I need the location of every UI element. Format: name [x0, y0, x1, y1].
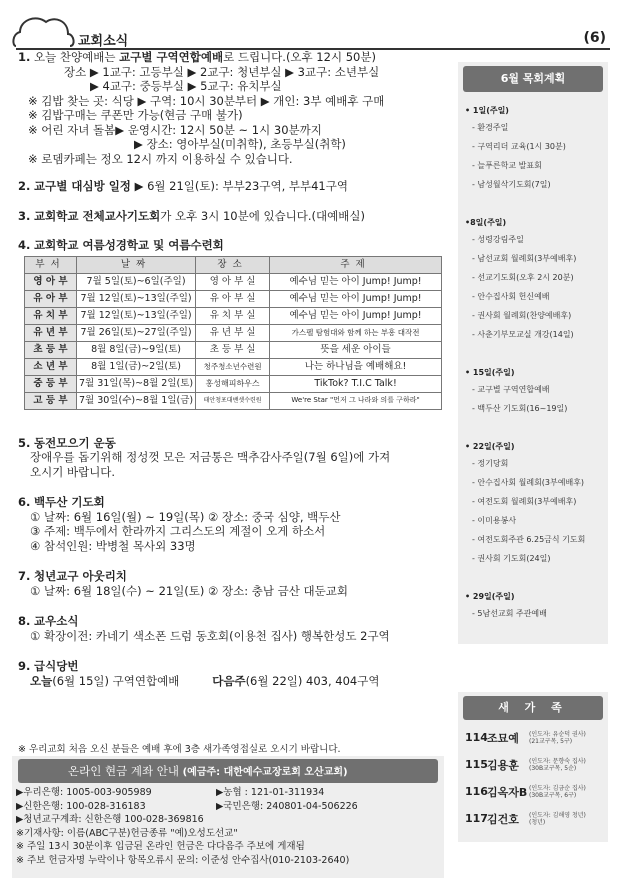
- account-woori: ▶우리은행: 1005-003-905989: [16, 787, 152, 798]
- news-5-num: 5.: [18, 435, 31, 450]
- account-nonghyup: ▶농협 : 121-01-311934: [216, 787, 325, 798]
- news-1-line3: ▶ 4교구: 중등부실 ▶ 5교구: 유치부실: [90, 79, 282, 93]
- plan-item: - 권사회 월례회(찬양예배후): [472, 311, 572, 320]
- news-3-text: 가 오후 3시 10분에 있습니다.(대예배실): [160, 208, 365, 223]
- account-youth: ▶청년교구계좌: 신한은행 100-028-369816: [16, 814, 204, 825]
- duty-next-label: 다음주: [212, 673, 246, 688]
- new-family-row: [458, 805, 608, 832]
- table-header-dept: 부서: [25, 256, 77, 273]
- plan-item: - 환경주일: [472, 123, 509, 132]
- news-1-line8: ※ 로뎀카페는 정오 12시 까지 이용하실 수 있습니다.: [28, 151, 293, 166]
- news-8-line1: ① 확장이전: 카네기 색소폰 드럼 동호회(이용천 집사) 행복한성도 2구역: [30, 628, 390, 643]
- new-family-row: [458, 751, 608, 778]
- plan-item: - 권사회 기도회(24일): [472, 554, 551, 563]
- plan-date: • 29일(주일): [465, 592, 515, 601]
- news-7-title: 청년교구 아웃리치: [34, 569, 127, 583]
- news-2-title: 교구별 대심방 일정: [34, 179, 131, 193]
- plan-item: - 여전도회 월례회(3부예배후): [472, 497, 577, 506]
- plan-date: • 1일(주일): [465, 106, 509, 115]
- new-family-guide: (인도자: 문향숙 집사) (30B교구목, 5순): [529, 757, 586, 772]
- plan-date: • 15일(주일): [465, 368, 515, 377]
- new-family-box: [458, 692, 608, 842]
- new-family-guide: (인도자: 김금순 집사) (30B교구목, 6구): [529, 784, 586, 799]
- newcomer-notice: ※ 우리교회 처음 오신 분들은 예배 후에 3층 새가족영접실로 오시기 바랍니다.: [18, 744, 341, 755]
- section-title: 교회소식: [78, 34, 129, 49]
- table-header-row: [25, 256, 442, 273]
- new-family-row: [458, 724, 608, 751]
- offering-note-2: ※ 주일 13시 30분이후 입금된 온라인 헌금은 다다음주 주보에 게재됨: [16, 841, 305, 852]
- new-family-row: [458, 778, 608, 805]
- news-1-line7: ▶ 장소: 영아부실(미취학), 초등부실(취학): [134, 137, 346, 151]
- plan-item: - 여전도회주관 6.25금식 기도회: [472, 535, 586, 544]
- plan-item: - 사춘기부모교실 개강(14일): [472, 330, 574, 339]
- news-6-line2: ③ 주제: 백두에서 한라까지 그리스도의 계절이 오게 하소서: [30, 524, 326, 538]
- news-4-title: 교회학교 여름성경학교 및 여름수련회: [34, 238, 224, 252]
- news-8-num: 8.: [18, 614, 31, 628]
- news-4: [18, 238, 448, 410]
- news-5-title: 동전모으기 운동: [34, 435, 116, 450]
- new-family-number: 117: [465, 812, 488, 825]
- main-content: [18, 50, 448, 688]
- news-6-num: 6.: [18, 495, 31, 509]
- offering-note-1: ※기재사항: 이름(ABC구분)헌금종류 "예)오성도선교": [16, 827, 238, 839]
- plan-item: - 5남선교회 주관예배: [472, 609, 547, 618]
- table-row: 고 등 부 7월 30일(수)~8월 1일(금) 태안청포대밴셋수련원 We're Star "먼저 그 나라와 의를 구하라": [25, 392, 442, 409]
- new-family-number: 116: [465, 785, 488, 798]
- news-9: [18, 659, 448, 688]
- table-row: 유 아 부 7월 12일(토)~13일(주일) 유 아 부 실 예수님 믿는 아이 Jump! Jump!: [25, 290, 442, 307]
- news-1-line1c: 로 드립니다.(오후 12시 50분): [223, 50, 376, 64]
- plan-item: - 안수집사회 월례회(3부예배후): [472, 478, 585, 487]
- plan-group: [458, 366, 608, 418]
- table-row: 소 년 부 8월 1일(금)~2일(토) 청주청소년수련원 나는 하나님을 예배해요!: [25, 358, 442, 375]
- new-family-number: 114: [465, 731, 488, 744]
- duty-next: (6월 22일) 403, 404구역: [245, 673, 380, 688]
- table-row: 영 아 부 7월 5일(토)~6일(주일) 영 아 부 실 예수님 믿는 아이 Jump! Jump!: [25, 273, 442, 290]
- ministry-plan-title: 6월 목회계획: [463, 66, 603, 92]
- plan-item: - 정기당회: [472, 459, 509, 468]
- news-2-text: ▶ 6월 21일(토): 부부23구역, 부부41구역: [130, 179, 348, 193]
- news-3-num: 3.: [18, 208, 31, 223]
- account-shinhan: ▶신한은행: 100-028-316183: [16, 800, 146, 812]
- new-family-name: 김건호: [487, 812, 519, 826]
- news-5-line2: 오시기 바랍니다.: [30, 464, 116, 479]
- table-row: 유 치 부 7월 12일(토)~13일(주일) 유 치 부 실 예수님 믿는 아이 Jump! Jump!: [25, 307, 442, 324]
- news-1-line6: ※ 어린 자녀 돌봄▶ 운영시간: 12시 50분 ~ 1시 30분까지: [28, 122, 322, 137]
- online-offering-box: [12, 756, 444, 878]
- new-family-name: 조묘예: [487, 731, 519, 745]
- news-3-title: 교회학교 전체교사기도회: [34, 208, 161, 223]
- plan-item: - 구역리더 교육(1시 30분): [472, 142, 566, 151]
- plan-item: - 백두산 기도회(16~19일): [472, 404, 568, 413]
- news-1: [18, 50, 448, 166]
- cloud-icon: [10, 8, 80, 48]
- online-offering-title: 온라인 현금 계좌 안내: [68, 764, 179, 778]
- page-number: (6): [583, 30, 606, 46]
- news-1-num: 1.: [18, 50, 31, 64]
- table-header-place: 장소: [196, 256, 270, 273]
- plan-group: [458, 216, 608, 344]
- duty-today-label: 오늘: [30, 673, 53, 688]
- news-8: [18, 614, 448, 643]
- new-family-title: 새 가 족: [463, 696, 603, 720]
- table-row: 초 등 부 8월 8일(금)~9일(토) 초 등 부 실 뜻을 세운 아이들: [25, 341, 442, 358]
- plan-item: - 선교기도회(오후 2시 20분): [472, 273, 574, 282]
- news-6-line1: ① 날짜: 6월 16일(월) ~ 19일(목) ② 장소: 중국 심양, 백두산: [30, 509, 341, 524]
- news-2: [18, 179, 448, 194]
- plan-date: •8일(주일): [465, 218, 507, 227]
- plan-date: • 22일(주일): [465, 442, 515, 451]
- plan-item: - 교구별 구역연합예배: [472, 385, 550, 394]
- offering-note-3: ※ 주보 헌금자명 누락이나 항목오류시 문의: 이준성 안수집사(010-2103-2640): [16, 854, 350, 866]
- new-family-number: 115: [465, 758, 488, 771]
- new-family-guide: (인도자: 유순덕 권사) (21교구목, 5구): [529, 730, 586, 745]
- news-6-line3: ④ 참석인원: 박병철 목사외 33명: [30, 538, 196, 553]
- plan-group: [458, 440, 608, 568]
- ministry-plan-sidebar: [458, 62, 608, 644]
- duty-today: (6월 15일) 구역연합예배: [52, 673, 180, 688]
- new-family-name: 김용훈: [487, 758, 519, 772]
- table-row: 중 등 부 7월 31일(목)~8월 2일(토) 홍성해피하우스 TikTok? T.I.C Talk!: [25, 375, 442, 392]
- news-1-line5: ※ 김밥구매는 쿠폰만 가능(현금 구매 불가): [28, 108, 243, 122]
- news-6-title: 백두산 기도회: [34, 495, 105, 509]
- news-9-num: 9.: [18, 659, 31, 673]
- new-family-name: 김옥자B: [487, 785, 528, 799]
- new-family-guide: (인도자: 김해영 청년) (청년): [529, 811, 586, 826]
- summer-camp-table: [24, 256, 442, 410]
- news-6: [18, 495, 448, 553]
- news-9-title: 급식당번: [34, 659, 79, 673]
- plan-item: - 늘푸른학교 발표회: [472, 161, 542, 170]
- news-7: [18, 569, 448, 598]
- plan-item: - 안수집사회 헌신예배: [472, 292, 550, 301]
- plan-item: - 남성월삭기도회(7일): [472, 180, 551, 189]
- plan-item: - 남선교회 월례회(3부예배후): [472, 254, 577, 263]
- news-4-num: 4.: [18, 238, 31, 252]
- plan-group: [458, 104, 608, 194]
- news-7-line1: ① 날짜: 6월 18일(수) ~ 21일(토) ② 장소: 충남 금산 대둔교회: [30, 583, 348, 598]
- news-3: [18, 209, 448, 224]
- online-offering-holder: (예금주: 대한예수교장로회 오산교회): [182, 767, 348, 778]
- news-1-line4: ※ 김밥 찾는 곳: 식당 ▶ 구역: 10시 30분부터 ▶ 개인: 3부 예배후 구매: [28, 93, 385, 108]
- table-header-theme: 주제: [270, 256, 442, 273]
- account-kookmin: ▶국민은행: 240801-04-506226: [216, 800, 358, 812]
- table-header-date: 날짜: [77, 256, 196, 273]
- table-row: 유 년 부 7월 26일(토)~27일(주일) 유 년 부 실 가스펠 탐험대와 함께 하는 부흥 대작전: [25, 324, 442, 341]
- news-7-num: 7.: [18, 569, 31, 583]
- plan-item: - 이미용봉사: [472, 516, 517, 525]
- news-1-line2: 장소 ▶ 1교구: 고등부실 ▶ 2교구: 청년부실 ▶ 3교구: 소년부실: [64, 64, 380, 79]
- news-5: [18, 436, 448, 480]
- news-2-num: 2.: [18, 179, 31, 193]
- news-8-title: 교우소식: [34, 614, 79, 628]
- news-5-line1: 장애우를 돕기위해 정성껏 모은 저금통은 맥추감사주일(7월 6일)에 가져: [30, 450, 391, 464]
- news-1-line1a: 오늘 찬양예배는: [34, 50, 120, 64]
- news-1-line1b: 교구별 구역연합예배: [119, 50, 224, 64]
- plan-item: - 성령강림주일: [472, 235, 524, 244]
- online-offering-header: [18, 759, 438, 783]
- page-header: [10, 8, 610, 48]
- plan-group: [458, 590, 608, 623]
